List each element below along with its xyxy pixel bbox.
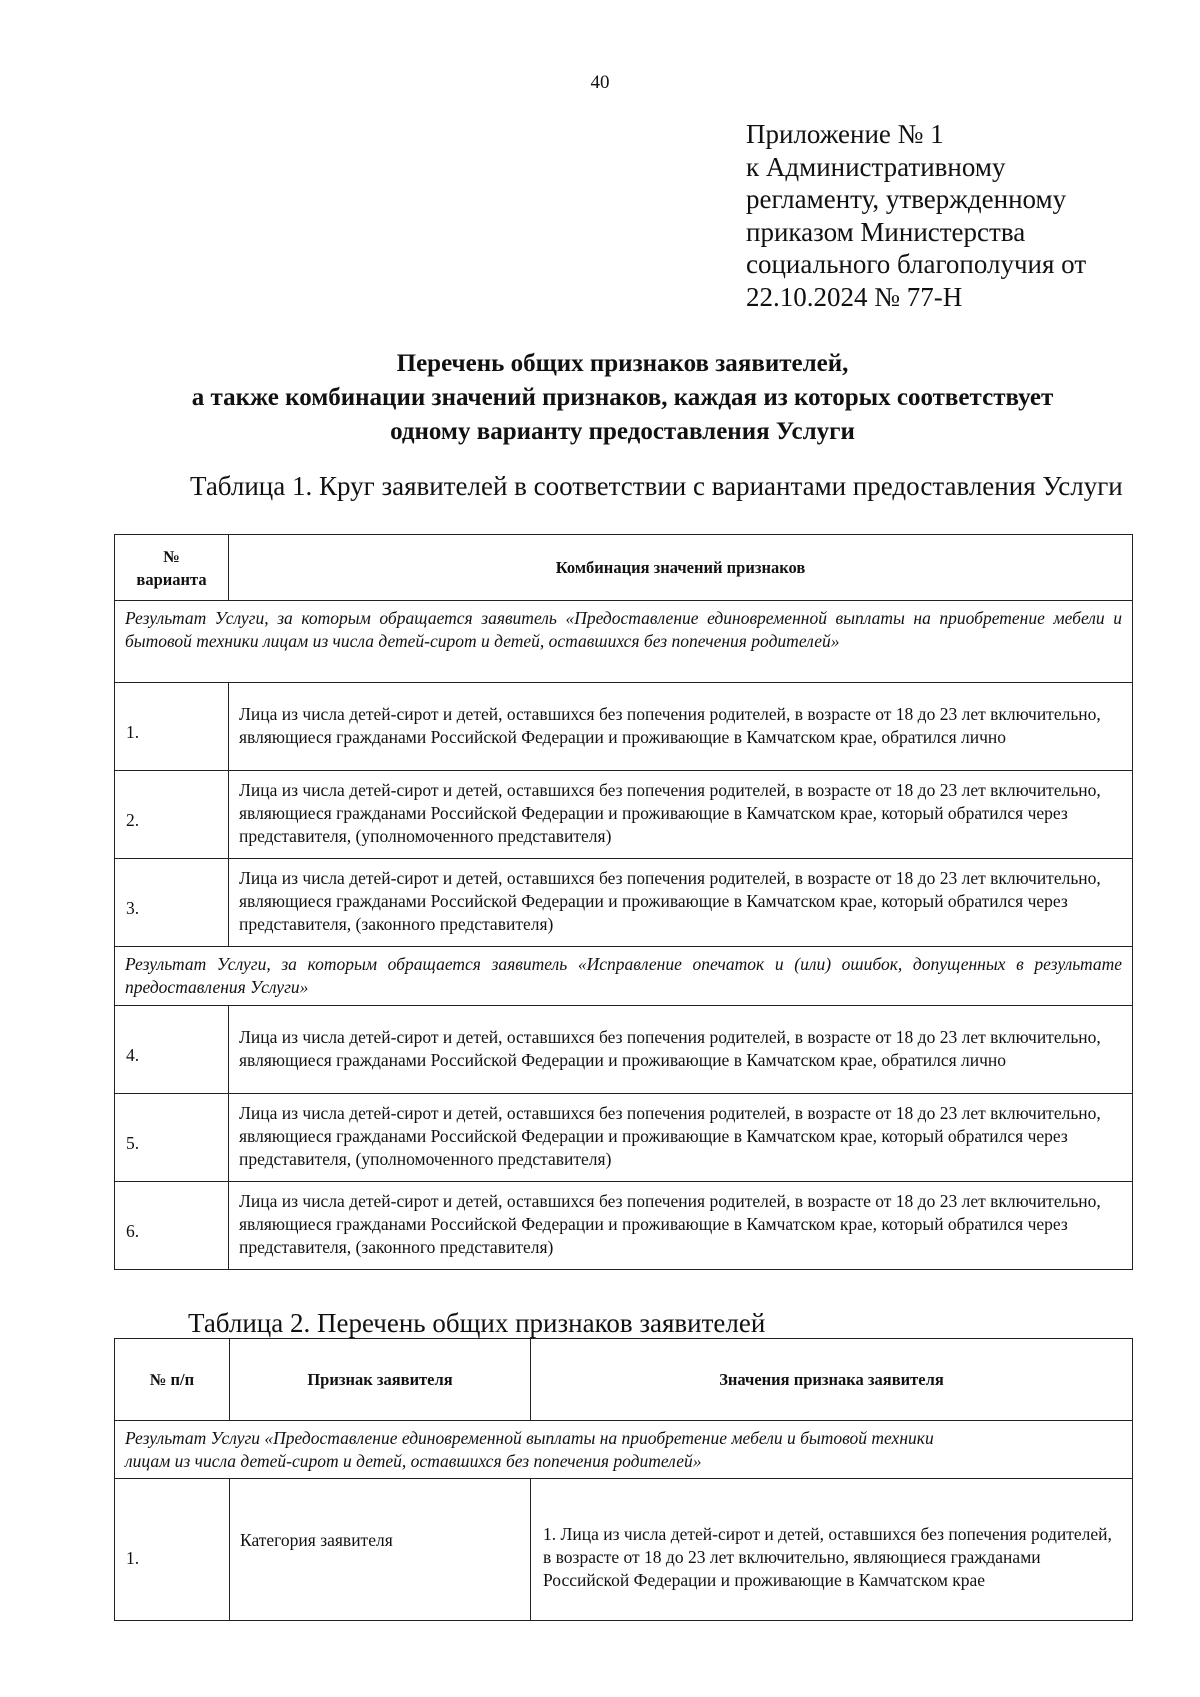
- variant-number: 6.: [115, 1182, 229, 1270]
- header-values: Значения признака заявителя: [531, 1339, 1133, 1421]
- variant-number: 5.: [115, 1094, 229, 1182]
- appendix-line: Приложение № 1: [746, 119, 944, 149]
- applicant-features-table: [114, 1338, 1133, 1621]
- table-row: [115, 683, 1133, 771]
- variant-combination: Лица из числа детей-сирот и детей, оставшихся без попечения родителей, в возрасте от 18 до 23 лет включительно, являющиеся гражданами Российской Федерации и проживающие в Камчатском крае, обратился лично: [229, 1006, 1133, 1094]
- section-row: [115, 1421, 1133, 1479]
- table-row: [115, 1182, 1133, 1270]
- section-result-text: Результат Услуги, за которым обращается заявитель «Предоставление единовременной выплаты на приобретение мебели и бытовой техники лицам из числа детей-сирот и детей, оставшихся без попечения родителей»: [115, 601, 1133, 683]
- applicant-variants-table: [114, 534, 1133, 1270]
- appendix-line: к Административному: [746, 151, 1006, 182]
- title-line: одному варианту предоставления Услуги: [390, 418, 855, 445]
- table1-caption: Таблица 1. Круг заявителей в соответствии с вариантами предоставления Услуги: [190, 471, 1123, 501]
- variant-combination: Лица из числа детей-сирот и детей, оставшихся без попечения родителей, в возрасте от 18 до 23 лет включительно, являющиеся гражданами Российской Федерации и проживающие в Камчатском крае, который обратился через представителя, (уполномоченного представителя): [229, 771, 1133, 859]
- appendix-line: приказом Министерства: [746, 216, 1026, 247]
- variant-number: 1.: [115, 683, 229, 771]
- appendix-line: социального благополучия от: [746, 249, 1087, 279]
- section-row: [115, 601, 1133, 683]
- section-line: Результат Услуги «Предоставление единовременной выплаты на приобретение мебели и бытовой техники: [125, 1427, 934, 1448]
- table2-caption: Таблица 2. Перечень общих признаков заявителей: [188, 1308, 766, 1338]
- section-row: [115, 947, 1133, 1006]
- variant-combination: Лица из числа детей-сирот и детей, оставшихся без попечения родителей, в возрасте от 18 до 23 лет включительно, являющиеся гражданами Российской Федерации и проживающие в Камчатском крае, который обратился через представителя, (законного представителя): [229, 1182, 1133, 1270]
- appendix-note: [746, 118, 1166, 313]
- title-line: Перечень общих признаков заявителей,: [396, 350, 849, 377]
- section-result-text: Результат Услуги, за которым обращается заявитель «Исправление опечаток и (или) ошибок, допущенных в результате предоставления Услуги»: [115, 947, 1133, 1006]
- title-line: а также комбинации значений признаков, каждая из которых соответствует: [191, 384, 1054, 411]
- document-title: [115, 347, 1130, 449]
- table-row: [115, 859, 1133, 947]
- feature-value: 1. Лица из числа детей-сирот и детей, оставшихся без попечения родителей, в возрасте от 18 до 23 лет включительно, являющиеся гражданами Российской Федерации и проживающие в Камчатском крае: [531, 1479, 1133, 1621]
- variant-combination: Лица из числа детей-сирот и детей, оставшихся без попечения родителей, в возрасте от 18 до 23 лет включительно, являющиеся гражданами Российской Федерации и проживающие в Камчатском крае, который обратился через представителя, (законного представителя): [229, 859, 1133, 947]
- header-variant-number: [115, 535, 229, 601]
- header-combination: Комбинация значений признаков: [229, 535, 1133, 601]
- feature-name: Категория заявителя: [230, 1479, 531, 1621]
- appendix-line: 22.10.2024 № 77-Н: [746, 281, 963, 312]
- section-result-text: [115, 1421, 1133, 1479]
- header-feature: Признак заявителя: [230, 1339, 531, 1421]
- header-num-symbol: №: [163, 546, 180, 566]
- row-number: 1.: [115, 1479, 230, 1621]
- table-row: [115, 1479, 1133, 1621]
- table-header-row: [115, 1339, 1133, 1421]
- variant-combination: Лица из числа детей-сирот и детей, оставшихся без попечения родителей, в возрасте от 18 до 23 лет включительно, являющиеся гражданами Российской Федерации и проживающие в Камчатском крае, обратился лично: [229, 683, 1133, 771]
- table-row: [115, 1094, 1133, 1182]
- variant-combination: Лица из числа детей-сирот и детей, оставшихся без попечения родителей, в возрасте от 18 до 23 лет включительно, являющиеся гражданами Российской Федерации и проживающие в Камчатском крае, который обратился через представителя, (уполномоченного представителя): [229, 1094, 1133, 1182]
- table-header-row: [115, 535, 1133, 601]
- page-number: 40: [590, 72, 610, 93]
- table-row: [115, 771, 1133, 859]
- table-row: [115, 1006, 1133, 1094]
- variant-number: 2.: [115, 771, 229, 859]
- appendix-line: регламенту, утвержденному: [746, 184, 1067, 214]
- variant-number: 4.: [115, 1006, 229, 1094]
- section-line: лицам из числа детей-сирот и детей, оставшихся без попечения родителей»: [125, 1450, 702, 1471]
- variant-number: 3.: [115, 859, 229, 947]
- header-row-number: № п/п: [115, 1339, 230, 1421]
- header-num-label: варианта: [136, 569, 207, 589]
